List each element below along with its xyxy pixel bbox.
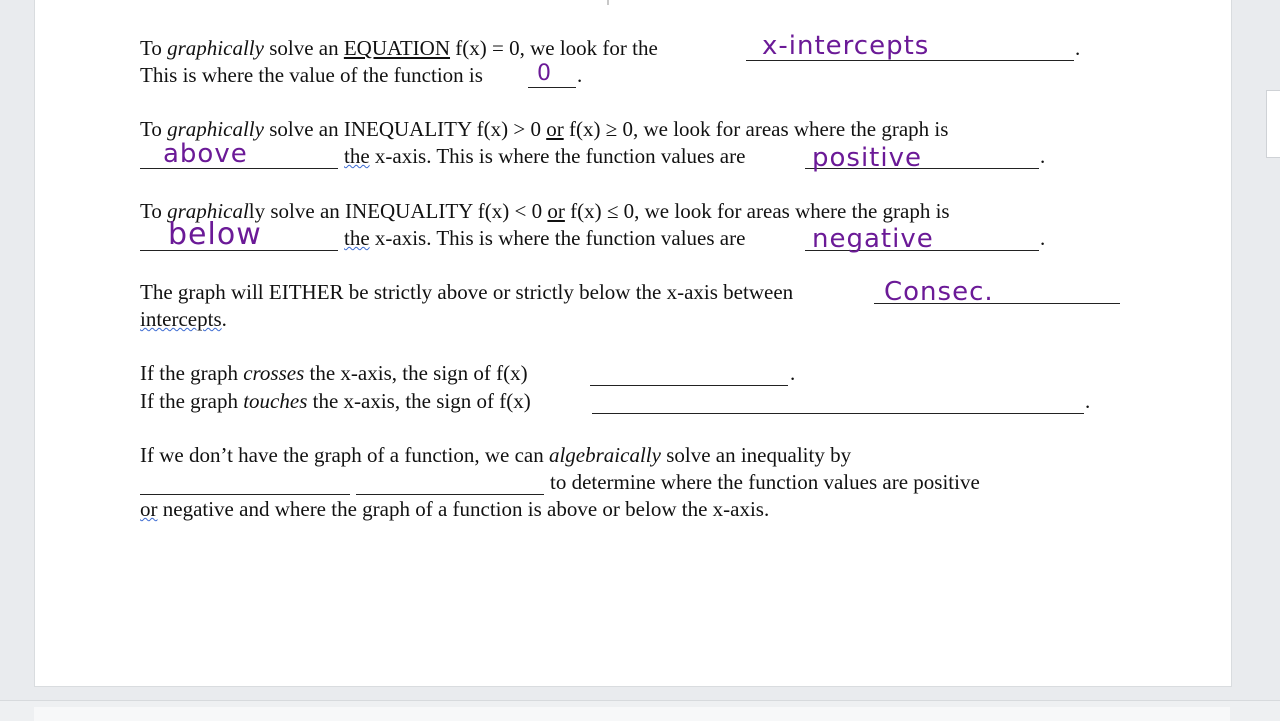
handwritten-answer: above <box>163 139 248 169</box>
paragraph-inequality-less-line1: To graphically solve an INEQUALITY f(x) < 0 or f(x) ≤ 0, we look for areas where the graph is <box>140 199 950 223</box>
document-page <box>34 0 1232 687</box>
handwritten-answer: negative <box>812 224 934 254</box>
paragraph-inequality-less-line2: the x-axis. This is where the function values are <box>344 226 746 250</box>
paragraph-inequality-greater-line1: To graphically solve an INEQUALITY f(x) > 0 or f(x) ≥ 0, we look for areas where the graph is <box>140 117 949 141</box>
answer-blank[interactable] <box>356 472 544 495</box>
paragraph-strict-line1: The graph will EITHER be strictly above or strictly below the x-axis between <box>140 280 794 304</box>
handwritten-answer: x-intercepts <box>762 31 930 61</box>
paragraph-crosses: If the graph crosses the x-axis, the sign of f(x) <box>140 361 528 385</box>
period: . <box>577 63 583 87</box>
period: . <box>790 361 796 385</box>
scrollbar-thumb[interactable] <box>1266 90 1280 158</box>
paragraph-equation-line1: To graphically solve an EQUATION f(x) = 0, we look for the <box>140 36 658 60</box>
answer-blank[interactable] <box>528 65 576 88</box>
period: . <box>1040 226 1046 250</box>
paragraph-equation-line2: This is where the value of the function is <box>140 63 483 87</box>
handwritten-answer: positive <box>812 143 922 173</box>
handwritten-answer: Consec. <box>884 277 994 307</box>
paragraph-strict-line2: intercepts. <box>140 307 227 331</box>
answer-blank[interactable] <box>140 472 350 495</box>
answer-blank[interactable] <box>592 391 1084 414</box>
paragraph-touches: If the graph touches the x-axis, the sign of f(x) <box>140 389 531 413</box>
period: . <box>1040 144 1046 168</box>
handwritten-answer: 0 <box>537 61 552 86</box>
handwritten-answer: below <box>168 217 262 252</box>
period: . <box>1075 36 1081 60</box>
paragraph-algebraic-line1: If we don’t have the graph of a function, we can algebraically solve an inequality by <box>140 443 852 467</box>
status-bar <box>0 700 1280 721</box>
vertical-scrollbar[interactable] <box>1266 0 1280 700</box>
paragraph-inequality-greater-line2: the x-axis. This is where the function values are <box>344 144 746 168</box>
ruler-mark <box>607 0 609 5</box>
answer-blank[interactable] <box>590 363 788 386</box>
paragraph-algebraic-line2: to determine where the function values are positive <box>550 470 980 494</box>
paragraph-algebraic-line3: or negative and where the graph of a function is above or below the x-axis. <box>140 497 770 521</box>
period: . <box>1085 389 1091 413</box>
